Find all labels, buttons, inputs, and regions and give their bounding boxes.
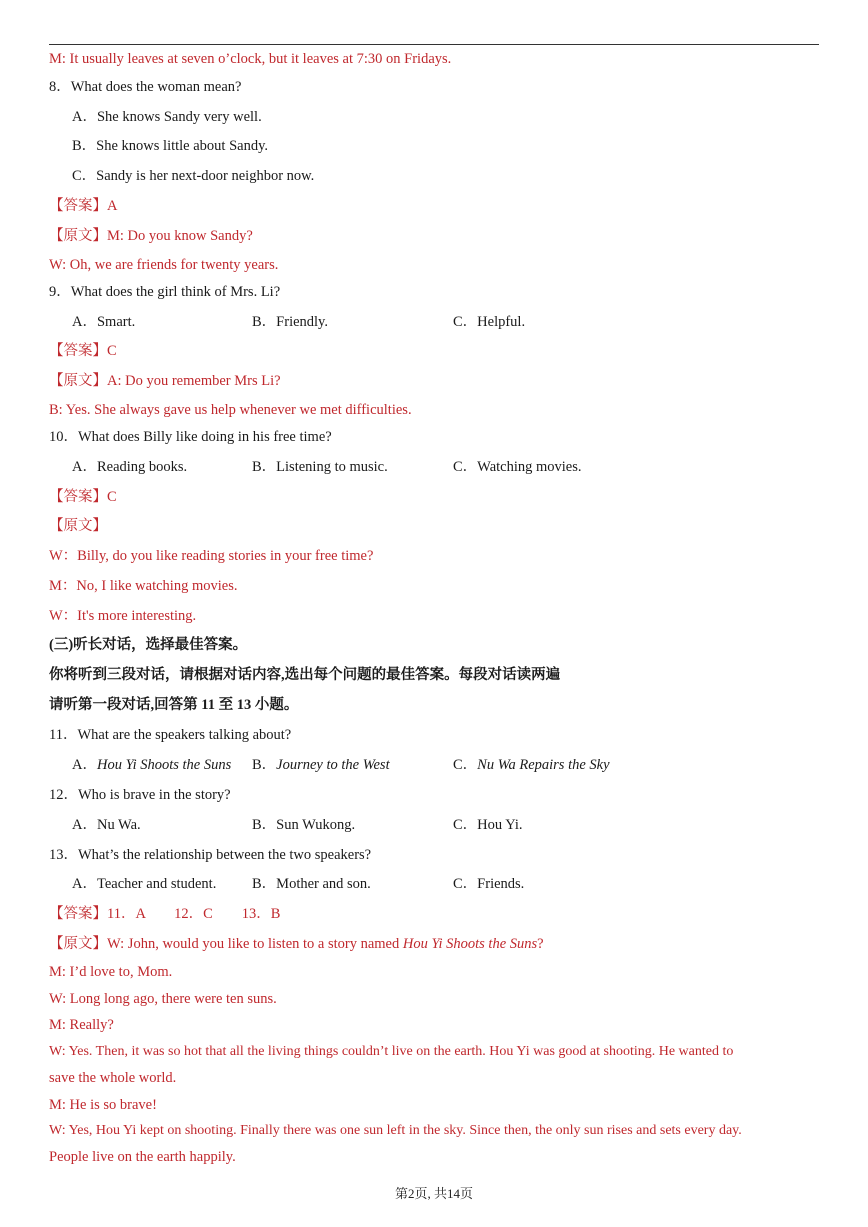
q10-option-c: C．Watching movies. [453, 459, 582, 475]
q11-option-c: C．Nu Wa Repairs the Sky [453, 757, 610, 773]
q8-option-c: C．Sandy is her next-door neighbor now. [72, 168, 315, 184]
section-subinstruction: 请听第一段对话,回答第 11 至 13 小题。 [49, 697, 299, 713]
dialogue-line: M: Really? [49, 1017, 114, 1033]
q9-option-c: C．Helpful. [453, 314, 526, 330]
answer-tag: 【答案】 [49, 489, 107, 505]
dialogue-line: A: Do you remember Mrs Li? [107, 373, 281, 389]
dialogue-line: W: Yes, Hou Yi kept on shooting. Finally there was one sun left in the sky. Since then, the only sun rises and sets every day. [49, 1123, 742, 1138]
question-10-stem: 10．What does Billy like doing in his free time? [49, 429, 332, 445]
dialogue-line: M: He is so brave! [49, 1097, 157, 1113]
dialogue-line: W: Oh, we are friends for twenty years. [49, 257, 279, 273]
dialogue-line: B: Yes. She always gave us help whenever we met difficulties. [49, 402, 412, 418]
q11-option-a: A．Hou Yi Shoots the Suns [72, 757, 232, 773]
dialogue-line: W: Yes. Then, it was so hot that all the living things couldn’t live on the earth. Hou Yi was good at shooting. He wanted to [49, 1044, 734, 1059]
dialogue-line: M: I’d love to, Mom. [49, 964, 173, 980]
q9-option-a: A．Smart. [72, 314, 136, 330]
q10-transcript-tag: 【原文】 [49, 518, 107, 534]
q9-transcript [49, 372, 281, 390]
transcript-tag: 【原文】 [49, 228, 107, 244]
question-12-stem: 12．Who is brave in the story? [49, 787, 231, 803]
page-number: 第2页, 共14页 [394, 1186, 473, 1201]
answer-values: 11．A 12．C 13．B [107, 906, 281, 922]
answer-value: C [107, 489, 117, 505]
transcript-tag: 【原文】 [49, 373, 107, 389]
q8-transcript [49, 227, 253, 245]
dialogue-line: W：It's more interesting. [49, 608, 197, 624]
q12-option-b: B．Sun Wukong. [252, 817, 356, 833]
dialogue-line: M: Do you know Sandy? [107, 228, 253, 244]
q13-option-c: C．Friends. [453, 876, 525, 892]
q9-option-b: B．Friendly. [252, 314, 328, 330]
q13-option-a: A．Teacher and student. [72, 876, 217, 892]
question-11-stem: 11．What are the speakers talking about? [49, 727, 292, 743]
dialogue-line: W：Billy, do you like reading stories in your free time? [49, 548, 374, 564]
q8-option-a: A．She knows Sandy very well. [72, 109, 262, 125]
q13-option-b: B．Mother and son. [252, 876, 371, 892]
transcript-11-13: 【原文】W: John, would you like to listen to a story named Hou Yi Shoots the Suns? [49, 936, 544, 952]
question-8-stem: 8．What does the woman mean? [49, 79, 242, 95]
answer-tag: 【答案】 [49, 343, 107, 359]
q10-option-b: B．Listening to music. [252, 459, 388, 475]
header-rule [49, 44, 819, 45]
dialogue-line: M：No, I like watching movies. [49, 578, 238, 594]
q10-answer [49, 488, 117, 506]
answer-tag: 【答案】 [49, 198, 107, 214]
dialogue-line: save the whole world. [49, 1070, 177, 1086]
question-13-stem: 13．What’s the relationship between the two speakers? [49, 847, 372, 863]
answer-value: C [107, 343, 117, 359]
dialogue-line: People live on the earth happily. [49, 1149, 236, 1165]
section-instruction: 你将听到三段对话，请根据对话内容,选出每个问题的最佳答案。每段对话读两遍 [49, 667, 561, 683]
question-9-stem: 9．What does the girl think of Mrs. Li? [49, 284, 281, 300]
answer-tag: 【答案】 [49, 906, 107, 922]
transcript-tag: 【原文】 [49, 936, 107, 952]
dialogue-line: M: It usually leaves at seven o’clock, but it leaves at 7:30 on Fridays. [49, 51, 452, 67]
q12-option-c: C．Hou Yi. [453, 817, 523, 833]
dialogue-text: W: John, would you like to listen to a story named [107, 936, 403, 952]
section-title: (三)听长对话，选择最佳答案。 [49, 637, 248, 653]
answer-value: A [107, 198, 118, 214]
q8-option-b: B．She knows little about Sandy. [72, 138, 269, 154]
story-title: Hou Yi Shoots the Suns [402, 936, 538, 952]
q10-option-a: A．Reading books. [72, 459, 188, 475]
answers-11-13 [49, 905, 280, 923]
q9-answer [49, 342, 117, 360]
q12-option-a: A．Nu Wa. [72, 817, 141, 833]
q8-answer [49, 197, 117, 215]
q11-option-b: B．Journey to the West [252, 757, 390, 773]
dialogue-line: W: Long long ago, there were ten suns. [49, 991, 277, 1007]
